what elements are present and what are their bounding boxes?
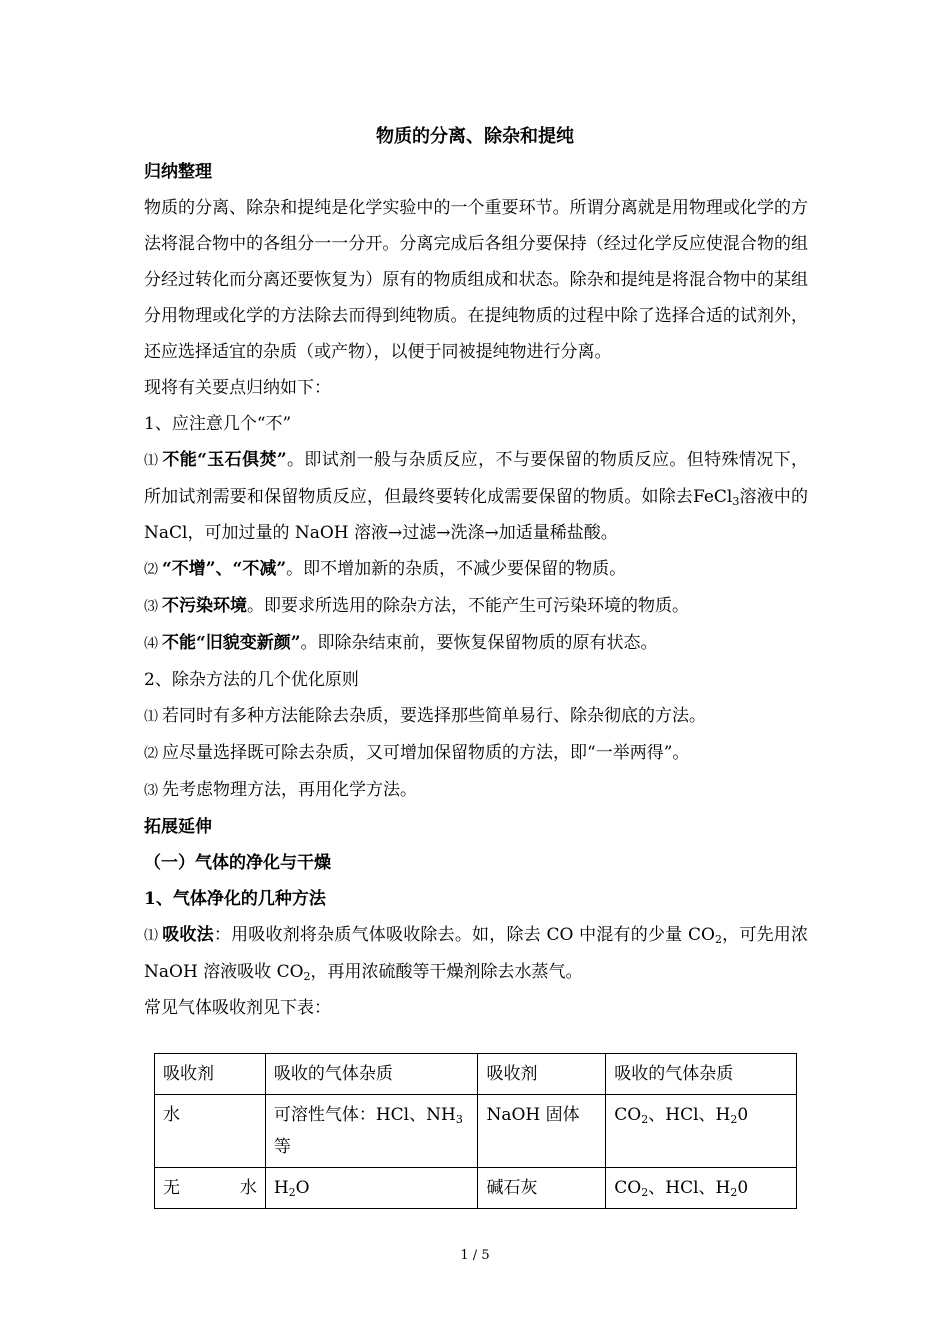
summary-line: 现将有关要点归纳如下： (144, 378, 331, 398)
page-number: 1 / 5 (460, 1248, 490, 1263)
table-row (155, 1168, 797, 1209)
rule-2 (144, 551, 808, 588)
table-row (155, 1095, 797, 1168)
absorption-text-c: ，再用浓硫酸等干燥剂除去水蒸气。 (310, 962, 583, 982)
table-header-row (155, 1054, 797, 1095)
optimization-3 (144, 772, 808, 809)
cell-text: H (273, 1178, 289, 1198)
absorption-method (144, 917, 808, 990)
section-heading-summary: 归纳整理 (144, 162, 212, 182)
h2-subscript: 2 (730, 1186, 738, 1199)
table-cell: NaOH 固体 (478, 1095, 606, 1168)
list-number: ⑶ (144, 783, 158, 799)
cell-text: O (295, 1178, 310, 1198)
table-cell: 水 (155, 1095, 266, 1168)
co2-subscript: 2 (303, 970, 311, 983)
rule-3-title: 不污染环境 (162, 596, 247, 616)
cell-text: 、HCl、H (648, 1178, 731, 1198)
table-header-cell: 吸收剂 (478, 1054, 606, 1095)
rule-2-text: 。即不增加新的杂质，不减少要保留的物质。 (286, 559, 627, 579)
intro-paragraph: 物质的分离、除杂和提纯是化学实验中的一个重要环节。所谓分离就是用物理或化学的方法将混合物中的各组分一一分开。分离完成后各组分要保持（经过化学反应使混合物的组分经过转化而分离还要恢复为）原有的物质组成和状态。除杂和提纯是将混合物中的某组分用物理或化学的方法除去而得到纯物质。在提纯物质的过程中除了选择合适的试剂外，还应选择适宜的杂质（或产物），以便于同被提纯物进行分离。 (144, 198, 808, 362)
rule-1 (144, 442, 808, 551)
rule-2-title: “不增”、“不减” (162, 559, 287, 579)
absorption-text-a: ：用吸收剂将杂质气体吸收除去。如，除去 CO 中混有的少量 CO (213, 925, 715, 945)
subsection-gas-purification: （一）气体的净化与干燥 (144, 853, 331, 873)
list-number: ⑷ (144, 636, 158, 652)
absorption-text-b: ，可先用浓 NaOH 溶液吸收 CO (144, 925, 809, 982)
optimization-3-text: 先考虑物理方法，再用化学方法。 (162, 780, 417, 800)
rule-4 (144, 625, 808, 662)
list-number: ⑵ (144, 746, 158, 762)
list-number: ⑴ (144, 453, 158, 469)
list-number: ⑴ (144, 928, 158, 944)
document-body (144, 154, 808, 1026)
table-cell (155, 1168, 266, 1209)
table-cell (606, 1168, 797, 1209)
list-number: ⑵ (144, 562, 158, 578)
absorbent-table (154, 1053, 797, 1209)
cell-text: 水 (239, 1178, 257, 1198)
table-header-cell: 吸收剂 (155, 1054, 266, 1095)
cell-text: CO (614, 1178, 642, 1198)
list-number: ⑶ (144, 599, 158, 615)
h2o-subscript: 2 (288, 1186, 296, 1199)
table-cell (265, 1095, 478, 1168)
co2-subscript: 2 (641, 1113, 649, 1126)
table-intro: 常见气体吸收剂见下表： (144, 998, 331, 1018)
optimization-1-text: 若同时有多种方法能除去杂质，要选择那些简单易行、除杂彻底的方法。 (162, 706, 706, 726)
cell-text: 0 (737, 1105, 749, 1125)
cell-text: 可溶性气体：HCl、NH (273, 1105, 456, 1125)
list-number: ⑴ (144, 709, 158, 725)
subheading-purification-methods: 1、气体净化的几种方法 (144, 889, 326, 909)
h2-subscript: 2 (730, 1113, 738, 1126)
rule-4-text: 。即除杂结束前，要恢复保留物质的原有状态。 (300, 633, 658, 653)
rule-1-text-a: 。即试剂一般与杂质反应，不与要保留的物质反应。但特殊情况下，所加试剂需要和保留物质反应，但最终要转化成需要保留的物质。如除去 (144, 450, 809, 507)
cell-text: 、HCl、H (648, 1105, 731, 1125)
optimization-1 (144, 698, 808, 735)
cell-text: 无 (163, 1178, 180, 1198)
co2-subscript: 2 (641, 1186, 649, 1199)
heading-attention: 1、应注意几个“不” (144, 414, 292, 434)
rule-3-text: 。即要求所选用的除杂方法，不能产生可污染环境的物质。 (247, 596, 689, 616)
cell-text: 等 (273, 1137, 291, 1157)
table-cell: 碱石灰 (478, 1168, 606, 1209)
nh3-subscript: 3 (455, 1113, 463, 1126)
table-cell (606, 1095, 797, 1168)
optimization-2-text: 应尽量选择既可除去杂质，又可增加保留物质的方法，即“一举两得”。 (162, 743, 690, 763)
table-header-cell: 吸收的气体杂质 (265, 1054, 478, 1095)
cell-text: CO (614, 1105, 642, 1125)
heading-optimization: 2、除杂方法的几个优化原则 (144, 670, 359, 690)
document-title: 物质的分离、除杂和提纯 (376, 126, 574, 147)
fecl-formula: FeCl (693, 487, 733, 507)
table-cell (265, 1168, 478, 1209)
absorption-method-title: 吸收法 (162, 925, 214, 945)
table-header-cell: 吸收的气体杂质 (606, 1054, 797, 1095)
optimization-2 (144, 735, 808, 772)
fecl-subscript: 3 (732, 495, 740, 508)
rule-4-title: 不能“旧貌变新颜” (162, 633, 301, 653)
section-heading-extension: 拓展延伸 (144, 817, 212, 837)
rule-3 (144, 588, 808, 625)
cell-text: 0 (737, 1178, 749, 1198)
co2-subscript: 2 (714, 933, 722, 946)
rule-1-text-b: 溶液中的 NaCl，可加过量的 NaOH 溶液→过滤→洗涤→加适量稀盐酸。 (144, 487, 808, 543)
rule-1-title: 不能“玉石俱焚” (162, 450, 287, 470)
